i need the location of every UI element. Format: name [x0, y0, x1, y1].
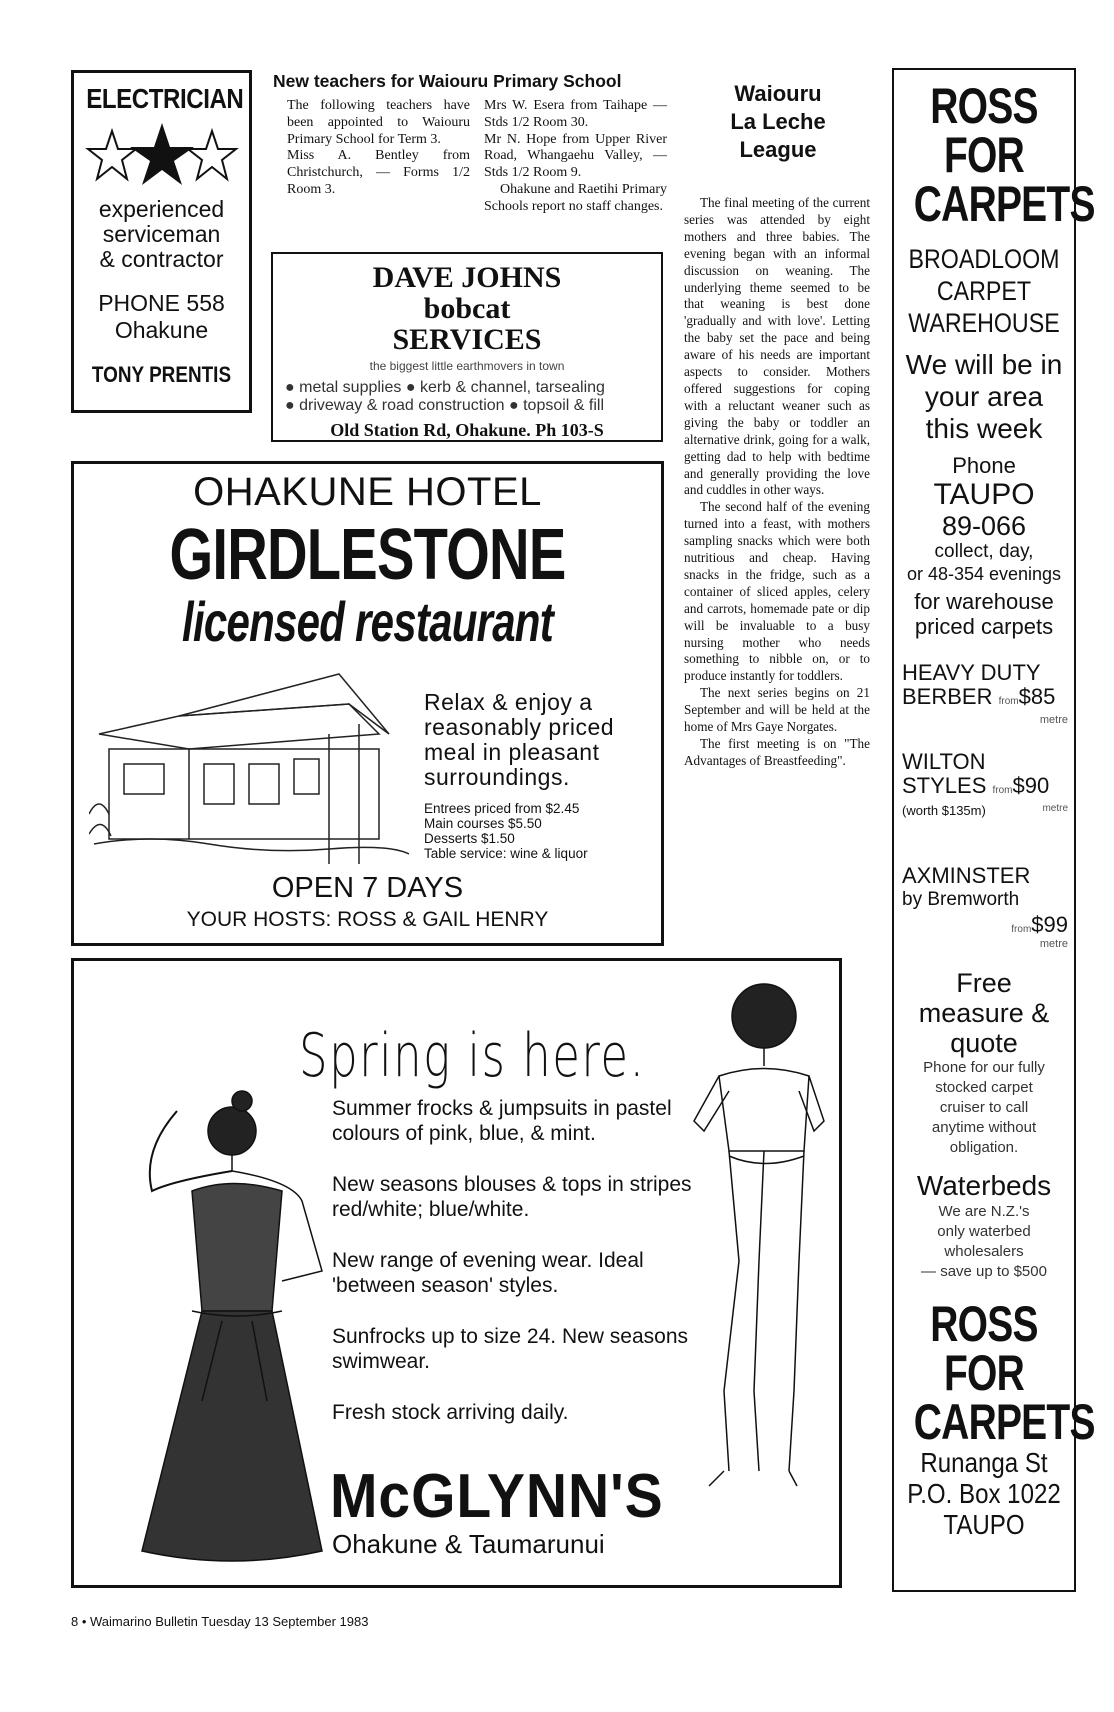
ross-priced: priced carpets [914, 614, 1054, 639]
ross-head: ROSS [930, 1296, 1038, 1352]
item-note: (worth $135m) [902, 803, 986, 818]
article-paragraph: The next series begins on 21 September and will be held at the home of Mrs Gaye Norgates. [684, 685, 870, 735]
item-name2: BERBER [902, 684, 993, 709]
hotel-name: OHAKUNE HOTEL [193, 470, 542, 514]
ross-free-text: Phone for our fully [923, 1059, 1045, 1076]
hotel-hosts: YOUR HOSTS: ROSS & GAIL HENRY [186, 908, 549, 931]
ross-head: FOR [944, 1345, 1024, 1401]
article-paragraph: Mrs W. Esera from Taihape — Stds 1/2 Room 30. [484, 98, 667, 130]
ross-item-berber [894, 661, 1074, 726]
item-price: $99 [1031, 912, 1068, 937]
ross-waterbeds: Waterbeds [916, 1170, 1052, 1201]
article-paragraph: The following teachers have been appointed to Waiouru Primary School for Term 3. [287, 98, 470, 147]
from-label: from [1011, 924, 1032, 935]
ross-wb-text: only waterbed [937, 1223, 1031, 1240]
ross-evenings: or 48-354 evenings [906, 564, 1062, 584]
electrician-name: TONY PRENTIS [91, 362, 232, 387]
electrician-line: experienced [98, 196, 225, 222]
hotel-building-illustration [89, 664, 409, 869]
menu-item: Entrees priced from $2.45 [424, 801, 580, 816]
hotel-menu [424, 801, 664, 861]
mcglynn-item: Sunfrocks up to size 24. New seasons swimwear. [332, 1325, 689, 1373]
ross-wb-text: We are N.Z.'s [938, 1203, 1030, 1220]
dave-johns-ad [271, 252, 663, 442]
ross-head: CARPETS [913, 1394, 1095, 1450]
ross-warehouse: BROADLOOM [908, 244, 1060, 274]
ross-free-text: cruiser to call [939, 1099, 1029, 1116]
ross-warehouse: WAREHOUSE [908, 308, 1060, 338]
ross-head: FOR [944, 127, 1024, 183]
laleche-article [684, 195, 870, 770]
ross-phone-label: Phone [952, 453, 1016, 478]
ross-head: ROSS [930, 78, 1038, 134]
ross-wb-text: — save up to $500 [921, 1263, 1047, 1280]
ross-carpets-ad [892, 68, 1095, 1592]
mcglynn-item: New seasons blouses & tops in stripes red/white; blue/white. [332, 1173, 692, 1221]
spring-headline: Spring is here. [299, 1021, 646, 1091]
menu-item: Table service: wine & liquor [424, 846, 588, 861]
woman-in-jumpsuit-illustration [669, 971, 829, 1491]
from-label: from [998, 696, 1019, 707]
woman-in-dress-illustration [82, 1071, 332, 1581]
ross-head: CARPETS [913, 176, 1095, 232]
item-name: AXMINSTER [902, 863, 1031, 888]
mcglynn-item: Summer frocks & jumpsuits in pastel colours of pink, blue, & mint. [332, 1097, 672, 1145]
ross-taupo: TAUPO [933, 478, 1035, 511]
item-name: HEAVY DUTY [902, 660, 1041, 685]
laleche-title-line: La Leche [730, 109, 826, 134]
ross-wb-text: wholesalers [944, 1243, 1024, 1260]
teachers-article [287, 98, 667, 216]
dave-tagline: the biggest little earthmovers in town [369, 359, 565, 373]
laleche-title-line: League [739, 137, 817, 162]
dave-line2: bobcat [423, 292, 511, 325]
electrician-line: serviceman [102, 221, 221, 247]
laleche-headline [678, 80, 878, 164]
mcglynns-ad [71, 958, 842, 1588]
item-name2: STYLES [902, 773, 987, 798]
electrician-title: ELECTRICIAN [86, 83, 244, 114]
metre-label: metre [1042, 803, 1068, 814]
mcglynns-location: Ohakune & Taumarunui [332, 1529, 605, 1559]
ross-item-axminster [894, 864, 1074, 950]
menu-item: Desserts $1.50 [424, 831, 515, 846]
dave-line1: DAVE JOHNS [372, 261, 562, 294]
teachers-headline: New teachers for Waiouru Primary School [273, 71, 622, 91]
item-price: $85 [1018, 684, 1056, 709]
electrician-town: Ohakune [114, 317, 209, 343]
item-name: WILTON [902, 749, 986, 774]
hotel-relax: Relax & enjoy a reasonably priced meal in pleasant surroundings. [424, 689, 615, 790]
mcglynn-item: Fresh stock arriving daily. [332, 1401, 569, 1424]
article-paragraph: Miss A. Bentley from Christchurch, — Forms 1/2 Room 3. [287, 148, 470, 197]
hotel-girdlestone: GIRDLESTONE [169, 515, 566, 595]
item-price: $90 [1012, 773, 1050, 798]
ross-free-text: stocked carpet [935, 1079, 1033, 1096]
ross-item-wilton [894, 750, 1074, 818]
article-paragraph: Ohakune and Raetihi Primary Schools report no staff changes. [484, 181, 667, 214]
article-paragraph: Mr N. Hope from Upper River Road, Whangaehu Valley, — Stds 1/2 Room 9. [484, 131, 667, 181]
ross-area: We will be in [905, 349, 1063, 380]
ross-free: Free [956, 968, 1012, 998]
electrician-ad [71, 70, 252, 413]
from-label: from [992, 785, 1013, 796]
dave-line3: SERVICES [392, 323, 542, 356]
ross-address: Runanga St [920, 1447, 1048, 1478]
ross-number: 89-066 [941, 511, 1027, 541]
dave-address: Old Station Rd, Ohakune. Ph 103-S [330, 420, 604, 440]
ross-free: measure & [918, 998, 1050, 1028]
metre-label: metre [1039, 938, 1068, 950]
mcglynn-items [332, 1096, 712, 1451]
stars-icon [74, 119, 249, 189]
ross-address: TAUPO [943, 1509, 1025, 1540]
page-footer: 8 • Waimarino Bulletin Tuesday 13 September 1983 [71, 1614, 369, 1629]
hotel-restaurant: licensed restaurant [182, 590, 553, 653]
article-paragraph: The second half of the evening turned into a feast, with mothers sampling snacks which were both nutritious and cheap. Having snacks in the fridge, such as a container of sliced apples, celery and carrots, homemade pate or dip will be invaluable to a busy nursing mother who needs something to nibble on, or to produce instantly for toddlers. [684, 499, 870, 684]
ross-free-text: anytime without [931, 1119, 1037, 1136]
article-paragraph: The final meeting of the current series was attended by eight mothers and three babies. The evening began with an informal discussion on weaning. The underlying theme seemed to be that weaning is best done 'gradually and with love'. Letting the baby set the pace and being aware of his needs are important aspects to consider. Mothers offered suggestions for coping with a reluctant weaner such as giving the baby or toddler an alternative drink, going for a walk, getting dad to help with bedtime and generally providing the love and cuddles in other ways. [684, 195, 870, 498]
ross-free-text: obligation. [949, 1139, 1019, 1156]
dave-services: ● driveway & road construction ● topsoil & fill [285, 397, 605, 414]
mcglynns-brand: McGLYNN'S [330, 1462, 664, 1531]
hotel-ad [71, 461, 664, 946]
ross-free: quote [950, 1028, 1018, 1058]
hotel-open: OPEN 7 DAYS [271, 872, 464, 904]
ross-for: for warehouse [914, 589, 1054, 614]
ross-address: P.O. Box 1022 [907, 1478, 1061, 1509]
menu-item: Main courses $5.50 [424, 816, 542, 831]
electrician-line: & contractor [99, 246, 224, 272]
ross-area: your area [924, 381, 1044, 412]
metre-label: metre [1039, 714, 1068, 726]
item-name2: by Bremworth [902, 889, 1020, 910]
laleche-title-line: Waiouru [734, 81, 822, 106]
electrician-phone: PHONE 558 [98, 290, 225, 316]
ross-area: this week [925, 413, 1043, 444]
ross-collect: collect, day, [934, 541, 1034, 562]
article-paragraph: The first meeting is on "The Advantages of Breastfeeding". [684, 736, 870, 768]
dave-services: ● metal supplies ● kerb & channel, tarsealing [285, 379, 605, 396]
ross-warehouse: CARPET [936, 276, 1032, 306]
mcglynn-item: New range of evening wear. Ideal 'between season' styles. [332, 1249, 644, 1297]
